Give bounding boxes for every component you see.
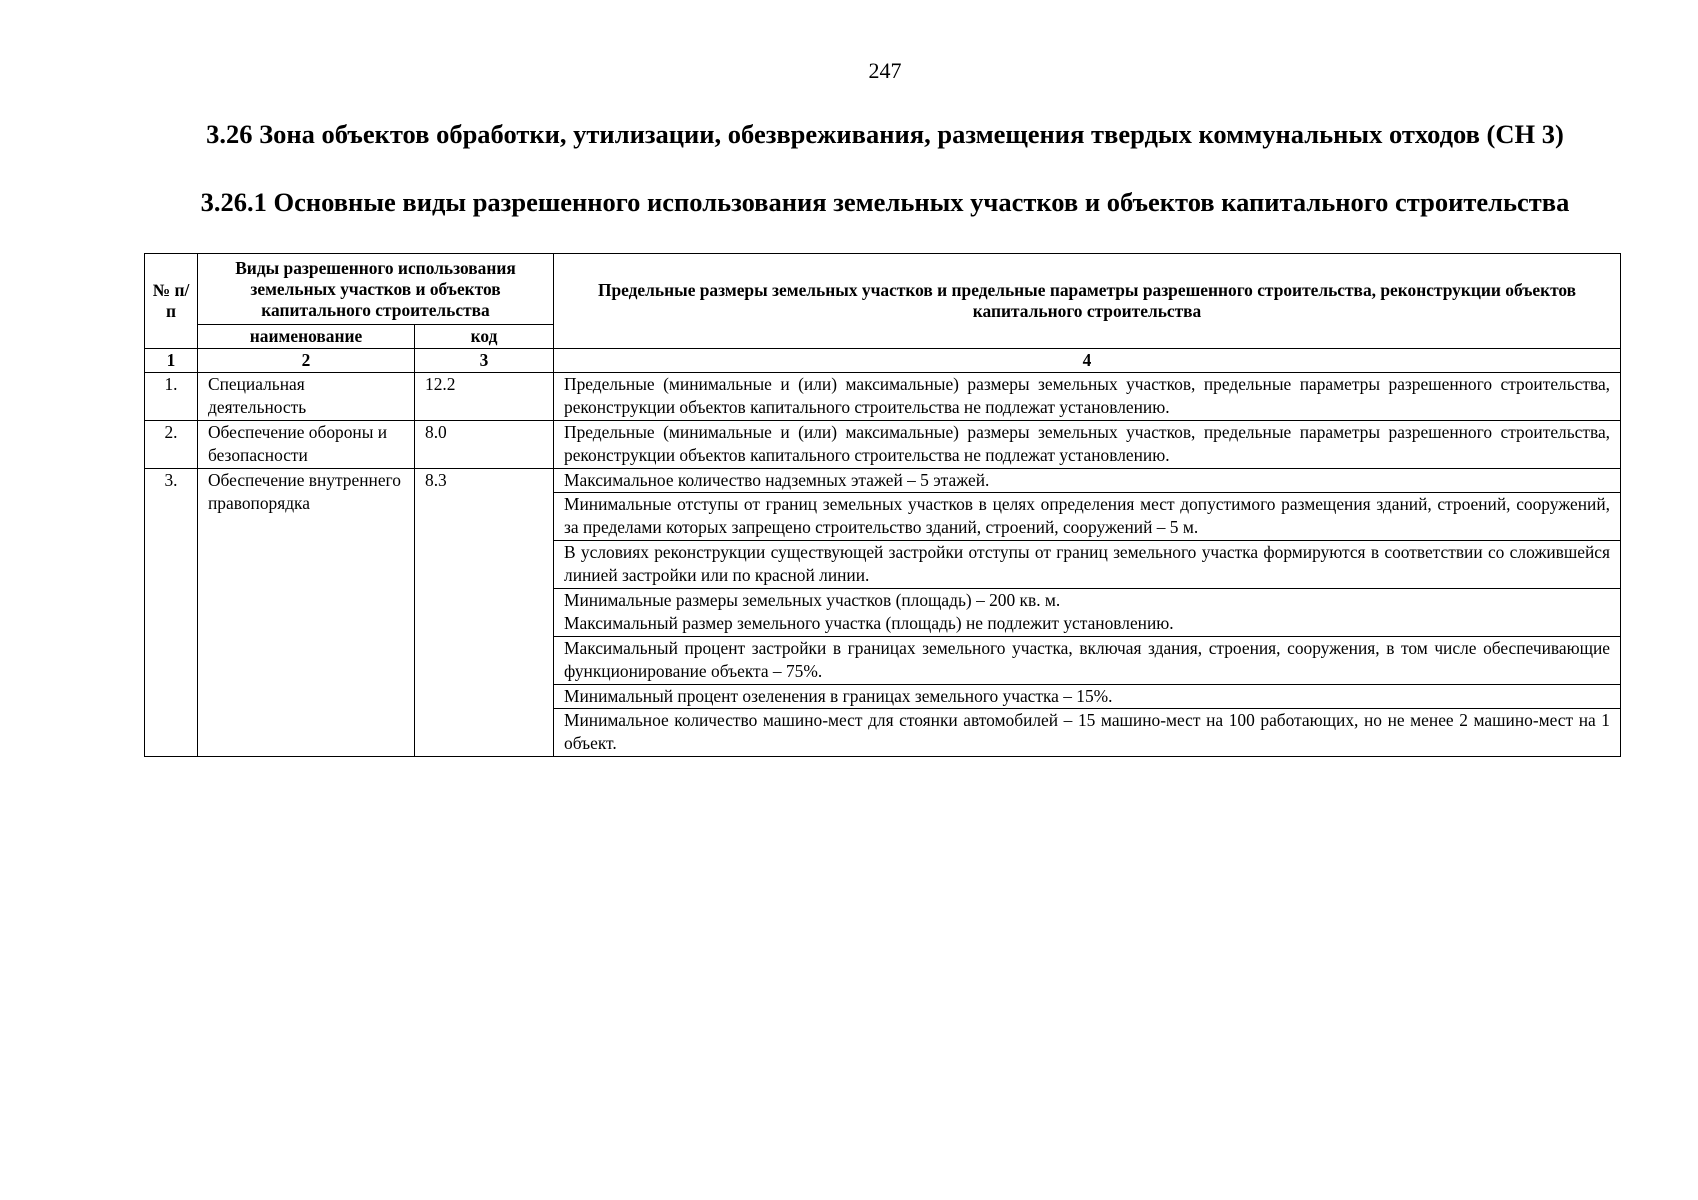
limit-parameter-group	[554, 589, 1621, 637]
row-number: 3.	[145, 469, 198, 757]
column-number: 4	[554, 349, 1621, 373]
limit-parameter: Предельные (минимальные и (или) максимальные) размеры земельных участков, предельные параметры разрешенного строительства, реконструкции объектов капитального строительства не подлежат установлению.	[554, 421, 1621, 469]
use-type-code: 8.3	[415, 469, 554, 757]
limit-parameter: Минимальные отступы от границ земельных участков в целях определения мест допустимого размещения зданий, строений, сооружений, за пределами которых запрещено строительство зданий, строений, сооружений – 5 м.	[554, 493, 1621, 541]
limit-parameter: Предельные (минимальные и (или) максимальные) размеры земельных участков, предельные параметры разрешенного строительства, реконструкции объектов капитального строительства не подлежат установлению.	[554, 373, 1621, 421]
header-name: наименование	[198, 325, 415, 349]
section-heading: 3.26 Зона объектов обработки, утилизации, обезвреживания, размещения твердых коммунальных отходов (СН 3)	[206, 119, 1564, 149]
use-type-name: Обеспечение обороны и безопасности	[198, 421, 415, 469]
header-limits: Предельные размеры земельных участков и предельные параметры разрешенного строительства, реконструкции объектов капитального строительства	[554, 254, 1621, 349]
column-number: 2	[198, 349, 415, 373]
header-use-types: Виды разрешенного использования земельных участков и объектов капитального строительства	[198, 254, 554, 325]
limit-parameter: Минимальные размеры земельных участков (площадь) – 200 кв. м.	[564, 590, 1061, 610]
header-num: № п/п	[145, 254, 198, 349]
column-number: 1	[145, 349, 198, 373]
use-type-name: Обеспечение внутреннего правопорядка	[198, 469, 415, 757]
page-number: 247	[868, 58, 902, 83]
use-type-code: 12.2	[415, 373, 554, 421]
limit-parameter: Минимальный процент озеленения в границах земельного участка – 15%.	[554, 685, 1621, 709]
limit-parameter: Максимальное количество надземных этажей – 5 этажей.	[554, 469, 1621, 493]
row-number: 2.	[145, 421, 198, 469]
limit-parameter: В условиях реконструкции существующей застройки отступы от границ земельного участка формируются в соответствии со сложившейся линией застройки или по красной линии.	[554, 541, 1621, 589]
limit-parameter: Минимальное количество машино-мест для стоянки автомобилей – 15 машино-мест на 100 работающих, но не менее 2 машино-мест на 1 объект.	[554, 709, 1621, 757]
limit-parameter: Максимальный размер земельного участка (площадь) не подлежит установлению.	[564, 613, 1174, 633]
header-code: код	[415, 325, 554, 349]
use-type-code: 8.0	[415, 421, 554, 469]
column-number: 3	[415, 349, 554, 373]
subsection-heading: 3.26.1 Основные виды разрешенного использования земельных участков и объектов капитального строительства	[200, 187, 1570, 217]
row-number: 1.	[145, 373, 198, 421]
limit-parameter: Максимальный процент застройки в границах земельного участка, включая здания, строения, сооружения, в том числе обеспечивающие функционирование объекта – 75%.	[554, 637, 1621, 685]
use-type-name: Специальная деятельность	[198, 373, 415, 421]
land-use-table	[144, 253, 1621, 757]
